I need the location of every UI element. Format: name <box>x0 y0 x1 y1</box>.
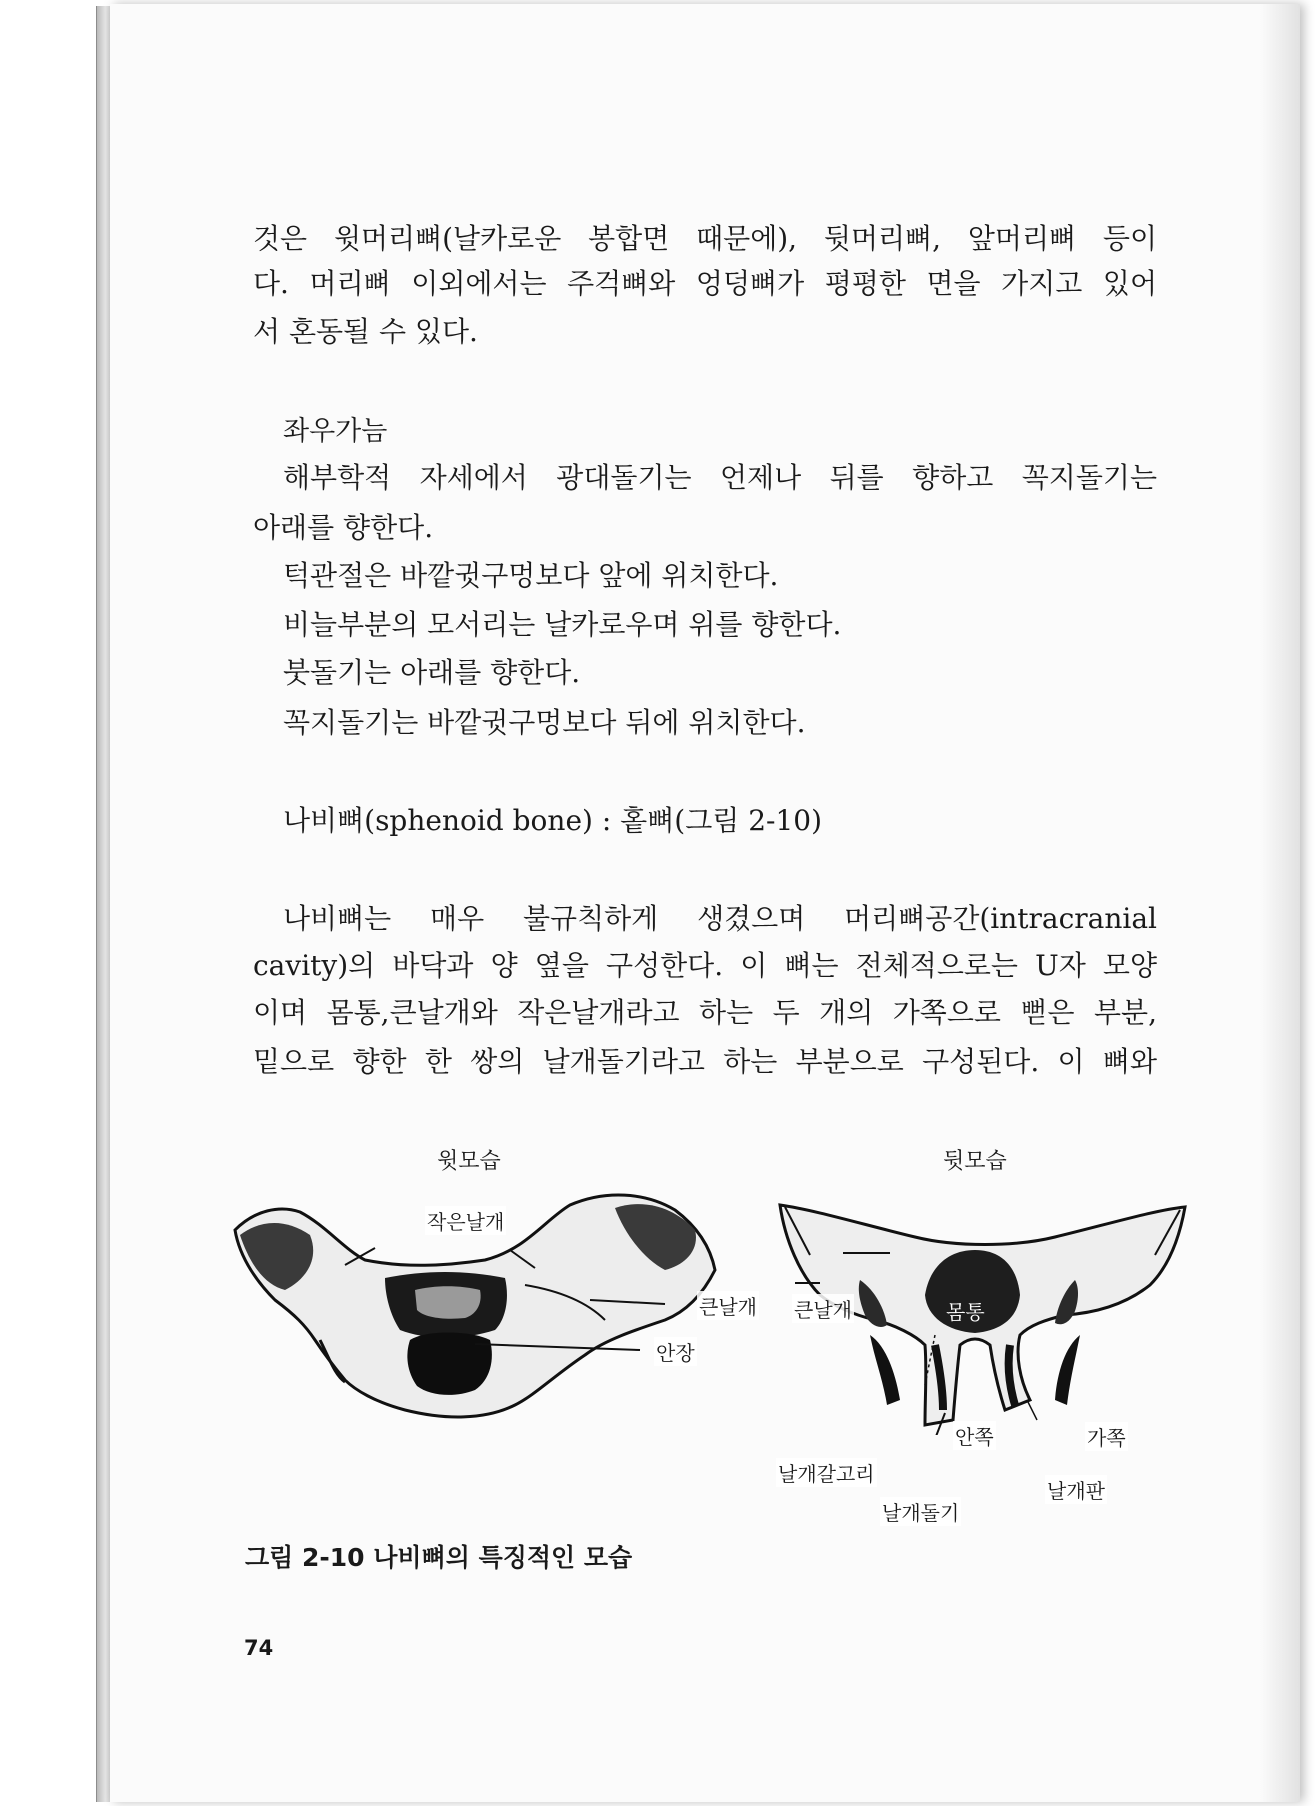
figure-caption: 그림 2-10 나비뼈의 특징적인 모습 <box>245 1543 633 1572</box>
label-medial: 안쪽 <box>953 1421 996 1450</box>
label-body: 몸통 <box>946 1300 985 1324</box>
label-pterygoid-process: 날개돌기 <box>880 1497 961 1526</box>
sphenoid-line-3: 이며 몸통,큰날개와 작은날개라고 하는 두 개의 가쪽으로 뻗은 부분, <box>253 996 1157 1029</box>
figure-back-view-title: 뒷모습 <box>943 1149 1007 1174</box>
body-line-2: 다. 머리뼈 이외에서는 주걱뼈와 엉덩뼈가 평평한 면을 가지고 있어 <box>253 267 1157 300</box>
side-line-2: 아래를 향한다. <box>253 511 434 544</box>
sphenoid-heading: 나비뼈(sphenoid bone) : 홑뼈(그림 2-10) <box>283 804 823 837</box>
label-sella: 안장 <box>654 1337 697 1366</box>
label-lesser-wing-pointer-greater: 큰날개 <box>792 1294 854 1323</box>
section-heading-side: 좌우가늠 <box>283 416 388 447</box>
label-greater-wing: 큰날개 <box>697 1291 759 1320</box>
side-line-4: 비늘부분의 모서리는 날카로우며 위를 향한다. <box>283 608 842 641</box>
label-pterygoid-plate: 날개판 <box>1045 1475 1107 1504</box>
side-line-3: 턱관절은 바깥귓구멍보다 앞에 위치한다. <box>283 559 779 592</box>
label-lesser-wing: 작은날개 <box>425 1206 506 1235</box>
sphenoid-line-4: 밑으로 향한 한 쌍의 날개돌기라고 하는 부분으로 구성된다. 이 뼈와 <box>253 1045 1157 1078</box>
side-line-5: 붓돌기는 아래를 향한다. <box>283 656 581 689</box>
label-pterygoid-hamulus: 날개갈고리 <box>776 1458 877 1487</box>
sphenoid-line-2: cavity)의 바닥과 양 옆을 구성한다. 이 뼈는 전체적으로는 U자 모양 <box>253 949 1157 982</box>
sphenoid-line-1: 나비뼈는 매우 불규칙하게 생겼으며 머리뼈공간(intracranial <box>283 902 1157 935</box>
book-spine-edge <box>96 6 111 1802</box>
figure-top-view-title: 윗모습 <box>437 1149 501 1174</box>
body-line-1: 것은 윗머리뼈(날카로운 봉합면 때문에), 뒷머리뼈, 앞머리뼈 등이 <box>253 222 1157 255</box>
side-line-6: 꼭지돌기는 바깥귓구멍보다 뒤에 위치한다. <box>283 706 806 739</box>
page-number: 74 <box>244 1636 274 1660</box>
side-line-1: 해부학적 자세에서 광대돌기는 언제나 뒤를 향하고 꼭지돌기는 <box>283 461 1157 494</box>
label-lateral: 가쪽 <box>1085 1422 1128 1451</box>
body-line-3: 서 혼동될 수 있다. <box>253 315 478 348</box>
